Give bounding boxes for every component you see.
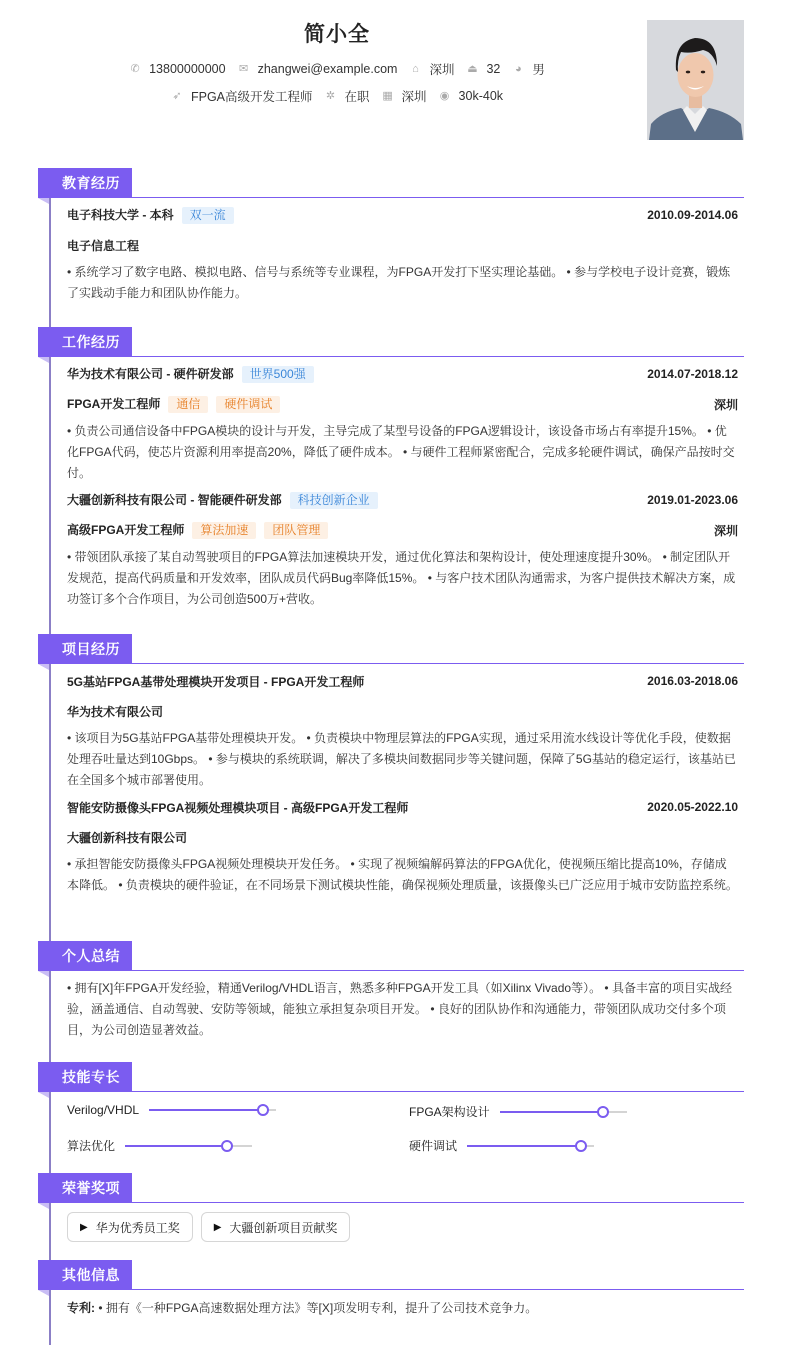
section-divider — [38, 1091, 744, 1092]
company-name: 大疆创新科技有限公司 - 智能硬件研发部 — [67, 493, 282, 507]
education-period: 2010.09-2014.06 — [647, 208, 738, 222]
age-item — [466, 62, 500, 76]
award-item — [201, 1212, 351, 1242]
work-description: • 负责公司通信设备中FPGA模块的设计与开发，主导完成了某型号设备的FPGA逻辑设计，该设备市场占有率提升15%。 • 优化FPGA代码，使芯片资源利用率提高20%，降低了硬件成本。 • 与硬件工程师紧密配合，完成多轮硬件调试，确保产品按时交付。 — [67, 424, 735, 480]
project-description: • 承担智能安防摄像头FPGA视频处理模块开发任务。 • 实现了视频编解码算法的FPGA优化，使视频压缩比提高10%，存储成本降低。 • 负责模块的硬件验证，在不同场景下测试模块性能，确保视频处理质量，该摄像头已广泛应用于城市安防监控系统。 — [67, 857, 738, 892]
section-title: 工作经历 — [38, 327, 132, 357]
age-icon: ⏏ — [467, 63, 478, 75]
education-header — [38, 168, 744, 198]
other-info-entry — [67, 1298, 738, 1319]
target-position-value: FPGA高级开发工程师 — [190, 90, 313, 104]
other-info-section — [38, 1260, 744, 1345]
education-section — [38, 168, 744, 308]
section-fold-decoration — [38, 664, 49, 670]
major: 电子信息工程 — [67, 238, 140, 253]
phone-item — [129, 62, 225, 76]
location-item — [409, 60, 454, 78]
section-divider — [38, 1202, 744, 1203]
gender-item — [512, 60, 545, 78]
resume-header — [0, 0, 794, 150]
other-info-header — [38, 1260, 744, 1290]
gender-icon: ◕ — [515, 63, 522, 75]
project-period: 2016.03-2018.06 — [647, 674, 738, 688]
summary-section — [38, 941, 744, 1051]
project-company: 大疆创新科技有限公司 — [67, 830, 188, 845]
company-tag: 世界500强 — [242, 366, 314, 383]
skill-level-slider — [467, 1140, 594, 1152]
company-tag: 科技创新企业 — [290, 492, 378, 509]
age-value: 32 — [486, 62, 501, 76]
role-tag: 通信 — [168, 396, 208, 413]
work-description: • 带领团队承接了某自动驾驶项目的FPGA算法加速模块开发，通过优化算法和架构设计，使处理速度提升30%。 • 制定团队开发规范，提高代码质量和开发效率，团队成员代码Bug率降低15%。 • 与客户技术团队沟通需求，为客户提供技术解决方案，成功签订多个合作项目，为公司创造500万+营收。 — [67, 550, 736, 606]
email-value: zhangwei@example.com — [257, 62, 398, 76]
section-title: 教育经历 — [38, 168, 132, 198]
skills-header — [38, 1062, 744, 1092]
section-fold-decoration — [38, 1203, 49, 1209]
work-header — [38, 327, 744, 357]
slider-knob-icon — [221, 1140, 233, 1152]
school-name: 电子科技大学 - 本科 — [67, 208, 174, 222]
job-intent-row — [0, 87, 674, 105]
candidate-name: 简小全 — [304, 23, 370, 46]
skill-level-slider — [500, 1106, 627, 1118]
company-line — [67, 491, 378, 509]
project-title: 智能安防摄像头FPGA视频处理模块项目 - 高级FPGA开发工程师 — [67, 800, 409, 815]
home-icon: ⌂ — [412, 63, 419, 75]
patent-label: 专利: — [67, 1301, 95, 1315]
section-divider — [38, 356, 744, 357]
skill-name: Verilog/VHDL — [67, 1103, 140, 1117]
skill-name: 算法优化 — [67, 1139, 116, 1153]
role-title: 高级FPGA开发工程师 — [67, 523, 185, 537]
phone-value: 13800000000 — [149, 62, 226, 76]
contact-row — [0, 60, 674, 78]
award-item — [67, 1212, 193, 1242]
section-title: 荣誉奖项 — [38, 1173, 132, 1203]
work-entry — [67, 365, 738, 484]
skill-name: FPGA架构设计 — [409, 1105, 490, 1119]
project-title: 5G基站FPGA基带处理模块开发项目 - FPGA开发工程师 — [67, 674, 365, 689]
section-divider — [38, 197, 744, 198]
awards-section — [38, 1173, 744, 1253]
education-description: • 系统学习了数字电路、模拟电路、信号与系统等专业课程，为FPGA开发打下坚实理论基础。 • 参与学校电子设计竞赛，锻炼了实践动手能力和团队协作能力。 — [67, 265, 731, 300]
target-city-value: 深圳 — [401, 90, 427, 104]
email-item — [238, 62, 398, 76]
salary-value: 30k-40k — [458, 89, 504, 103]
target-city-item — [382, 87, 427, 105]
triangle-right-icon: ▶ — [213, 1221, 222, 1233]
skill-item — [409, 1137, 594, 1154]
summary-description: • 拥有[X]年FPGA开发经验，精通Verilog/VHDL语言，熟悉多种FPGA开发工具（如Xilinx Vivado等）。 • 具备丰富的项目实战经验，涵盖通信、自动驾驶、安防等领域，能独立承担复杂项目开发。 • 良好的团队协作和沟通能力，带领团队成功交付多个项目，为公司创造显著效益。 — [67, 981, 732, 1037]
role-title: FPGA开发工程师 — [67, 397, 161, 411]
award-name: 华为优秀员工奖 — [95, 1220, 180, 1235]
project-description: • 该项目为5G基站FPGA基带处理模块开发。 • 负责模块中物理层算法的FPGA实现，通过采用流水线设计等优化手段，使数据处理吞吐量达到10Gbps。 • 参与模块的系统联调，解决了多模块间数据同步等关键问题，保障了5G基站的稳定运行，该基站已在全国多个城市部署使用。 — [67, 731, 736, 787]
gender-value: 男 — [532, 63, 545, 77]
section-title: 技能专长 — [38, 1062, 132, 1092]
work-entry — [67, 491, 738, 610]
school-tag: 双一流 — [182, 207, 234, 224]
slider-knob-icon — [597, 1106, 609, 1118]
section-fold-decoration — [38, 357, 49, 363]
skill-item — [67, 1137, 252, 1154]
education-entry — [67, 206, 738, 304]
summary-entry — [67, 978, 738, 1041]
project-period: 2020.05-2022.10 — [647, 800, 738, 814]
skills-section — [38, 1062, 744, 1162]
role-line — [67, 521, 328, 539]
school-line — [67, 206, 234, 224]
patent-description: • 拥有《一种FPGA高速数据处理方法》等[X]项发明专利，提升了公司技术竞争力。 — [98, 1301, 538, 1315]
company-name: 华为技术有限公司 - 硬件研发部 — [67, 367, 234, 381]
skill-level-slider — [125, 1140, 252, 1152]
role-line — [67, 395, 280, 413]
work-city: 深圳 — [713, 397, 738, 412]
section-divider — [38, 970, 744, 971]
work-period: 2019.01-2023.06 — [647, 493, 738, 507]
project-entry — [67, 798, 738, 896]
role-tag: 算法加速 — [192, 522, 256, 539]
section-divider — [38, 1289, 744, 1290]
work-period: 2014.07-2018.12 — [647, 367, 738, 381]
projects-section — [38, 634, 744, 924]
awards-header — [38, 1173, 744, 1203]
location-value: 深圳 — [429, 63, 455, 77]
status-icon: ✲ — [325, 90, 336, 102]
phone-icon: ✆ — [130, 63, 140, 75]
work-city: 深圳 — [713, 523, 738, 538]
skill-item — [409, 1103, 627, 1120]
work-section — [38, 327, 744, 617]
skill-name: 硬件调试 — [409, 1139, 458, 1153]
summary-header — [38, 941, 744, 971]
skill-level-slider — [149, 1104, 276, 1116]
projects-header — [38, 634, 744, 664]
send-icon: ➶ — [172, 90, 182, 102]
avatar-photo-icon — [647, 20, 744, 140]
mail-icon: ✉ — [238, 63, 249, 75]
target-position-item — [171, 87, 313, 105]
salary-icon: ◉ — [439, 90, 450, 102]
section-fold-decoration — [38, 198, 49, 204]
section-title: 其他信息 — [38, 1260, 132, 1290]
slider-knob-icon — [575, 1140, 587, 1152]
project-company: 华为技术有限公司 — [67, 704, 164, 719]
role-tag: 团队管理 — [264, 522, 328, 539]
job-status-value: 在职 — [344, 90, 370, 104]
section-title: 项目经历 — [38, 634, 132, 664]
skill-item — [67, 1103, 276, 1117]
award-name: 大疆创新项目贡献奖 — [229, 1220, 338, 1235]
profile-photo — [647, 20, 744, 140]
building-icon: ▦ — [382, 90, 393, 102]
triangle-right-icon: ▶ — [80, 1221, 88, 1233]
section-divider — [38, 663, 744, 664]
slider-knob-icon — [257, 1104, 269, 1116]
awards-list — [67, 1212, 358, 1242]
section-fold-decoration — [38, 971, 49, 977]
job-status-item — [325, 87, 370, 105]
salary-item — [439, 89, 503, 103]
section-title: 个人总结 — [38, 941, 132, 971]
section-fold-decoration — [38, 1092, 49, 1098]
company-line — [67, 365, 314, 383]
section-fold-decoration — [38, 1290, 49, 1296]
role-tag: 硬件调试 — [216, 396, 280, 413]
project-entry — [67, 672, 738, 791]
